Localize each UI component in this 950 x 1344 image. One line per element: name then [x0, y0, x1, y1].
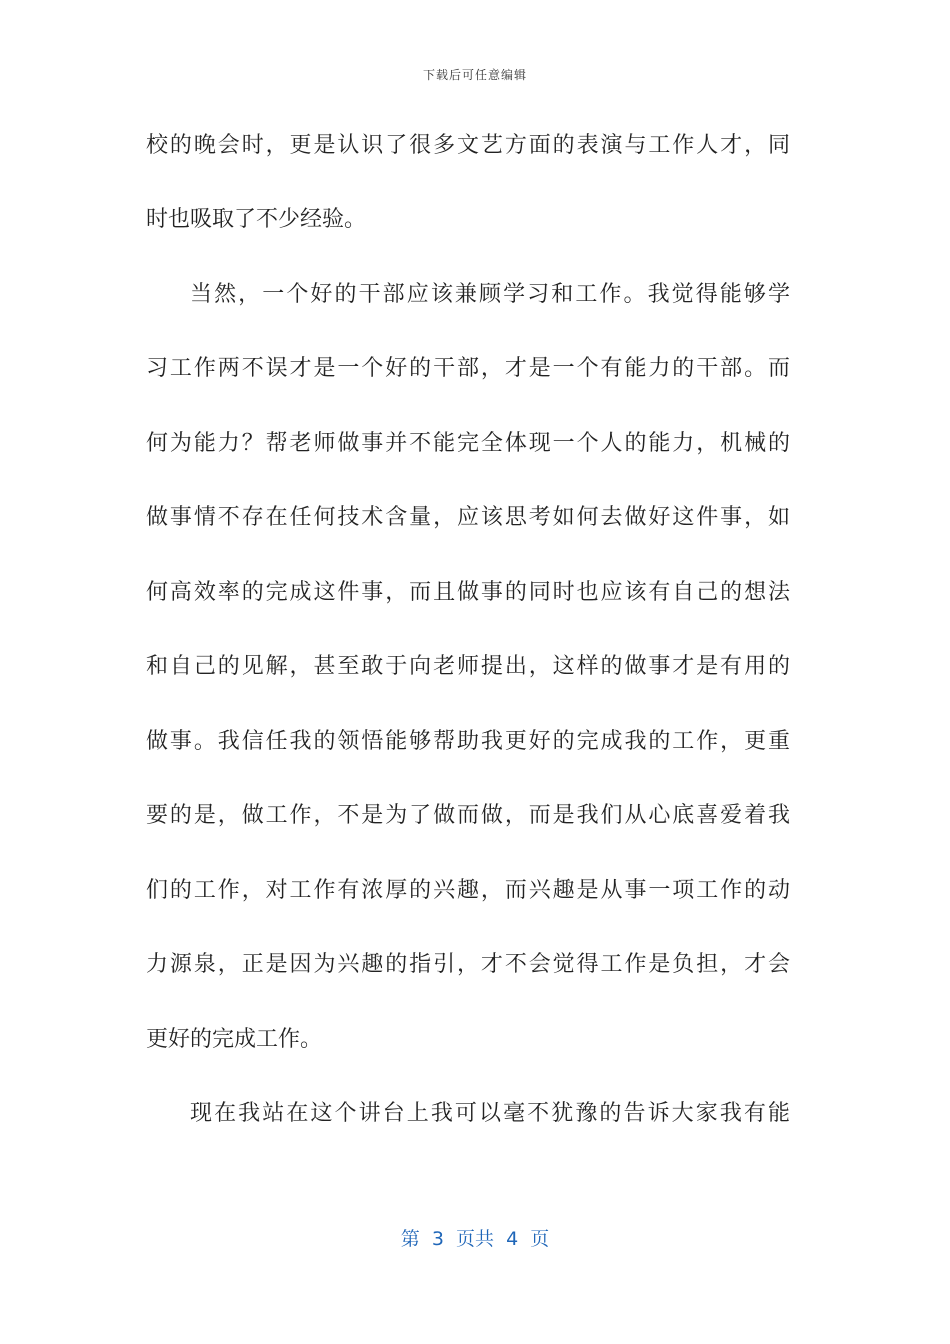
text-line: 时也吸取了不少经验。	[146, 207, 367, 232]
text-line: 力源泉，正是因为兴趣的指引，才不会觉得工作是负担，才会	[146, 952, 790, 977]
text-line: 做事。我信任我的领悟能够帮助我更好的完成我的工作，更重	[146, 729, 790, 754]
text-line: 当然，一个好的干部应该兼顾学习和工作。我觉得能够学	[190, 282, 790, 307]
page-number-footer: 第 3 页共 4 页	[400, 1228, 550, 1250]
text-line: 做事情不存在任何技术含量，应该思考如何去做好这件事，如	[146, 505, 790, 530]
text-line: 要的是，做工作，不是为了做而做，而是我们从心底喜爱着我	[146, 803, 790, 828]
page-header: 下载后可任意编辑	[422, 68, 527, 82]
text-line: 们的工作，对工作有浓厚的兴趣，而兴趣是从事一项工作的动	[146, 878, 790, 903]
text-line: 和自己的见解，甚至敢于向老师提出，这样的做事才是有用的	[146, 654, 790, 679]
text-line: 何为能力？帮老师做事并不能完全体现一个人的能力，机械的	[146, 431, 790, 456]
text-line: 校的晚会时，更是认识了很多文艺方面的表演与工作人才，同	[146, 133, 790, 158]
text-line: 习工作两不误才是一个好的干部，才是一个有能力的干部。而	[146, 356, 790, 381]
text-line: 何高效率的完成这件事，而且做事的同时也应该有自己的想法	[146, 580, 790, 605]
text-line: 现在我站在这个讲台上我可以毫不犹豫的告诉大家我有能	[190, 1101, 790, 1126]
text-line: 更好的完成工作。	[146, 1027, 323, 1052]
